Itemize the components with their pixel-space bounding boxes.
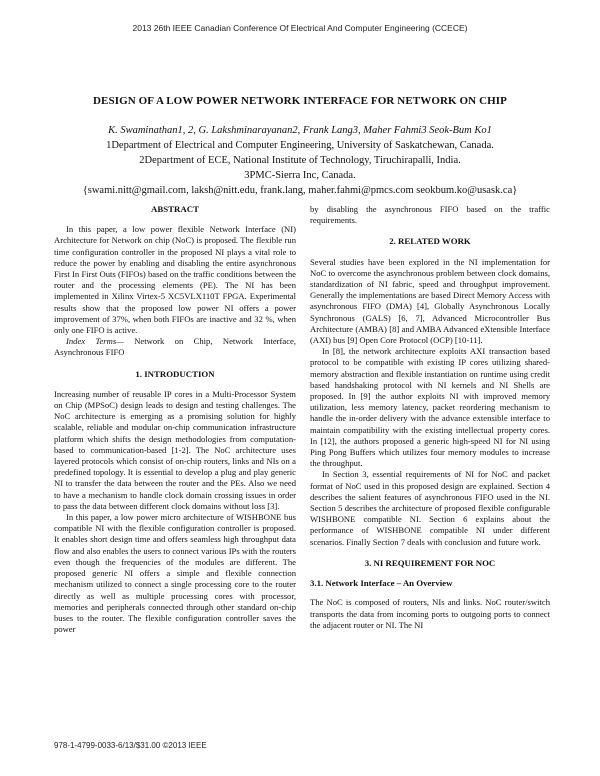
abstract-heading: ABSTRACT <box>151 204 199 214</box>
conference-header: 2013 26th IEEE Canadian Conference Of Electrical And Computer Engineering (CCECE) <box>132 23 468 33</box>
affiliation-1: 1Department of Electrical and Computer Engineering, University of Saskatchewan, Canada. <box>106 140 494 151</box>
related-paragraph-3: In Section 3, essential requirements of NI for NoC and packet format of NoC used in this proposed design are explained. Section 4 describes the salient features of asynchronous FIFO used in the NI. Section 5 describes the architecture of proposed flexible configurable WISHBONE compatible NI. Section 6 explains about the performance of WISHBONE compatible NI under different scenarios. Finally Section 7 deals with conclusion and future work. <box>310 469 550 547</box>
intro-continuation: by disabling the asynchronous FIFO based on the traffic requirements. <box>310 204 550 226</box>
author-block <box>0 123 600 198</box>
index-terms-text: Network on Chip, Network Interface, Asynchronous FIFO <box>54 336 296 358</box>
related-work-heading: 2. RELATED WORK <box>389 236 471 247</box>
left-column <box>54 204 296 635</box>
overview-paragraph-1: The NoC is composed of routers, NIs and links. NoC router/switch transports the data from incoming ports to outgoing ports to connect the adjacent router or NI. The NI <box>310 597 550 630</box>
author-emails: {swami.nitt@gmail.com, laksh@nitt.edu, frank.lang, maher.fahmi@pmcs.com seokbum.ko@usask.ca} <box>82 185 518 196</box>
related-paragraph-2: In [8], the network architecture exploits AXI transaction based protocol to be compatible with existing IP cores utilizing shared-memory abstraction and flexible instantiation on runtime using credit based handshaking protocol with NI kernels and NI Shells are proposed. In [9] the author exploits NI with improved memory utilization, less memory latency, packet reordering mechanism to handle the in-order delivery with the advance extensible interface to maintain compatibility with the existing intellectual property cores. In [12], the authors proposed a generic high-speed NI for NI using Ping Pong Buffers which utilizes four memory modules to increase the throughput. <box>310 346 550 469</box>
subsection-heading: 3.1. Network Interface – An Overview <box>310 578 453 589</box>
related-paragraph-1: Several studies have been explored in the NI implementation for NoC to overcome the asynchronous problem between clock domains, standardization of NI fabric, speed and throughput improvement. Generally the implementations are based Direct Memory Access with asynchronous FIFO (DMA) [4], Globally Asynchronous Locally Synchronous (GALS) [6, 7], Advanced Microcontroller Bus Architecture (AMBA) [8] and AMBA Advanced eXtensible Interface (AXI) bus [9] Open Core Protocol (OCP) [10-11]. <box>310 256 550 346</box>
introduction-heading: 1. INTRODUCTION <box>135 368 215 379</box>
intro-paragraph-1: Increasing number of reusable IP cores in a Multi-Processor System on Chip (MPSoC) design leads to design and testing challenges. The NoC architecture is emerging as a promising solution for highly scalable, reliable and modular on-chip communication infrastructure platform which shifts the design methodologies from computation-based to communication-based [1-2]. The NoC architecture uses layered protocols which consist of on-chip routers, links and NIs on a predefined topology. It is essential to develop a plug and play generic NI to transfer the data between the router and the PEs. Also we need to have a mechanism to handle clock domain crossing issues in order to pass the data between different clock domains without loss [3]. <box>54 388 296 511</box>
paper-title: DESIGN OF A LOW POWER NETWORK INTERFACE FOR NETWORK ON CHIP <box>93 95 507 107</box>
index-terms-label: Index Terms— <box>66 336 124 347</box>
index-terms <box>54 336 296 358</box>
intro-paragraph-2: In this paper, a low power micro architecture of WISHBONE bus compatible NI with the flexible configuration controller is proposed. It enables short design time and offers seamless high throughput data flow and also enables the users to connect various IPs with the routers even though the frequencies of the modules are different. The proposed generic NI offers a simple and flexible connection mechanism utilized to connect a single processing core to the router directly as well as multiple processing cores with processor, memories and peripherals connected through other standard on-chip buses to the router. The flexible configuration controller saves the power <box>54 512 296 635</box>
abstract-text: In this paper, a low power flexible Network Interface (NI) Architecture for Network on chip (NoC) is proposed. The flexible run time configuration controller in the proposed NI plays a vital role to reduce the power by enabling and disabling the entire asynchronous First In First Outs (FIFOs) based on the traffic conditions between the router and the processing elements (PE). The NI has been implemented in Xilinx Virtex-5 XC5VLX110T FPGA. Experimental results show that the proposed low power NI offers a power improvement of 37%, when both FIFOs are inactive and 32 %, when only one FIFO is active. <box>54 224 296 336</box>
copyright-footer: 978-1-4799-0033-6/13/$31.00 ©2013 IEEE <box>54 741 207 750</box>
affiliation-3: 3PMC-Sierra Inc, Canada. <box>244 170 356 181</box>
right-column <box>310 204 550 631</box>
ni-requirement-heading: 3. NI REQUIREMENT FOR NOC <box>364 557 496 568</box>
author-names: K. Swaminathan1, 2, G. Lakshminarayanan2, Frank Lang3, Maher Fahmi3 Seok-Bum Ko1 <box>108 125 492 136</box>
affiliation-2: 2Department of ECE, National Institute of Technology, Tiruchirapalli, India. <box>139 155 461 166</box>
